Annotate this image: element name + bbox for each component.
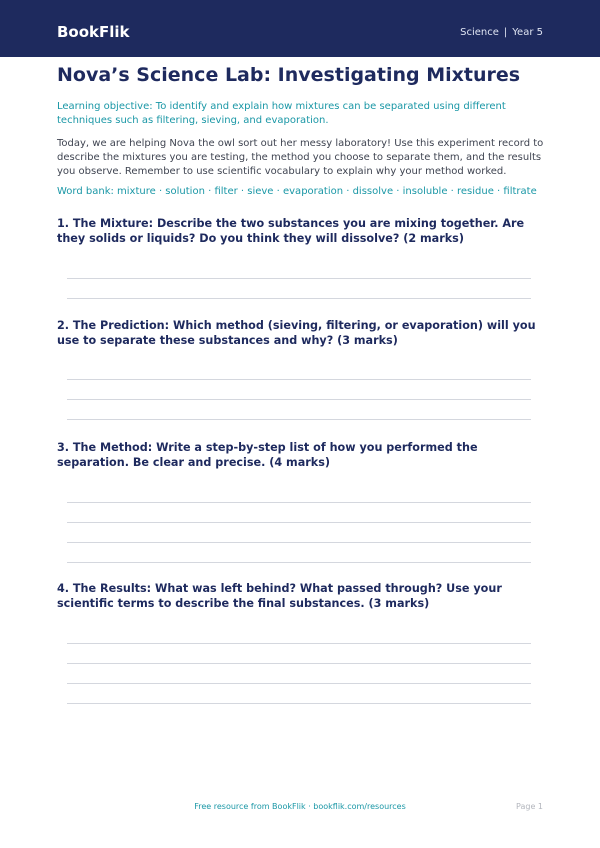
answer-line[interactable] [67,542,531,543]
year-label: Year 5 [512,27,543,38]
answer-line[interactable] [67,419,531,420]
page-number: Page 1 [516,802,543,811]
answer-line[interactable] [67,278,531,279]
question-1: 1. The Mixture: Describe the two substances you are mixing together. Are they solids or liquids? Do you think they will dissolve? (2 marks) [57,217,525,245]
subject-year-label [460,27,543,38]
question-2: 2. The Prediction: Which method (sieving, filtering, or evaporation) will you use to separate these substances and why? (3 marks) [57,319,536,347]
intro-paragraph: Today, we are helping Nova the owl sort out her messy laboratory! Use this experiment record to describe the mixtures you are testing, the method you choose to separate them, and the results you observe. Remember to use scientific vocabulary to explain why your method worked. [57,138,544,177]
question-4: 4. The Results: What was left behind? What passed through? Use your scientific terms to describe the final substances. (3 marks) [57,582,502,610]
answer-line[interactable] [67,502,531,503]
answer-line[interactable] [67,683,531,684]
brand-logo[interactable]: BookFlik [57,23,130,41]
question-3: 3. The Method: Write a step-by-step list of how you performed the separation. Be clear and precise. (4 marks) [57,441,478,469]
answer-line[interactable] [67,399,531,400]
answer-line[interactable] [67,298,531,299]
page-title: Nova’s Science Lab: Investigating Mixtures [57,64,521,86]
subject-label: Science [460,27,499,38]
separator: | [503,27,508,38]
learning-objective: Learning objective: To identify and explain how mixtures can be separated using different techniques such as filtering, sieving, and evaporation. [57,101,506,126]
answer-line[interactable] [67,663,531,664]
word-bank: Word bank: mixture · solution · filter · sieve · evaporation · dissolve · insoluble · residue · filtrate [57,186,537,197]
answer-line[interactable] [67,522,531,523]
answer-line[interactable] [67,562,531,563]
footer-credit[interactable]: Free resource from BookFlik · bookflik.com/resources [194,802,406,811]
header-bar [0,0,600,57]
answer-line[interactable] [67,643,531,644]
answer-line[interactable] [67,703,531,704]
answer-line[interactable] [67,379,531,380]
